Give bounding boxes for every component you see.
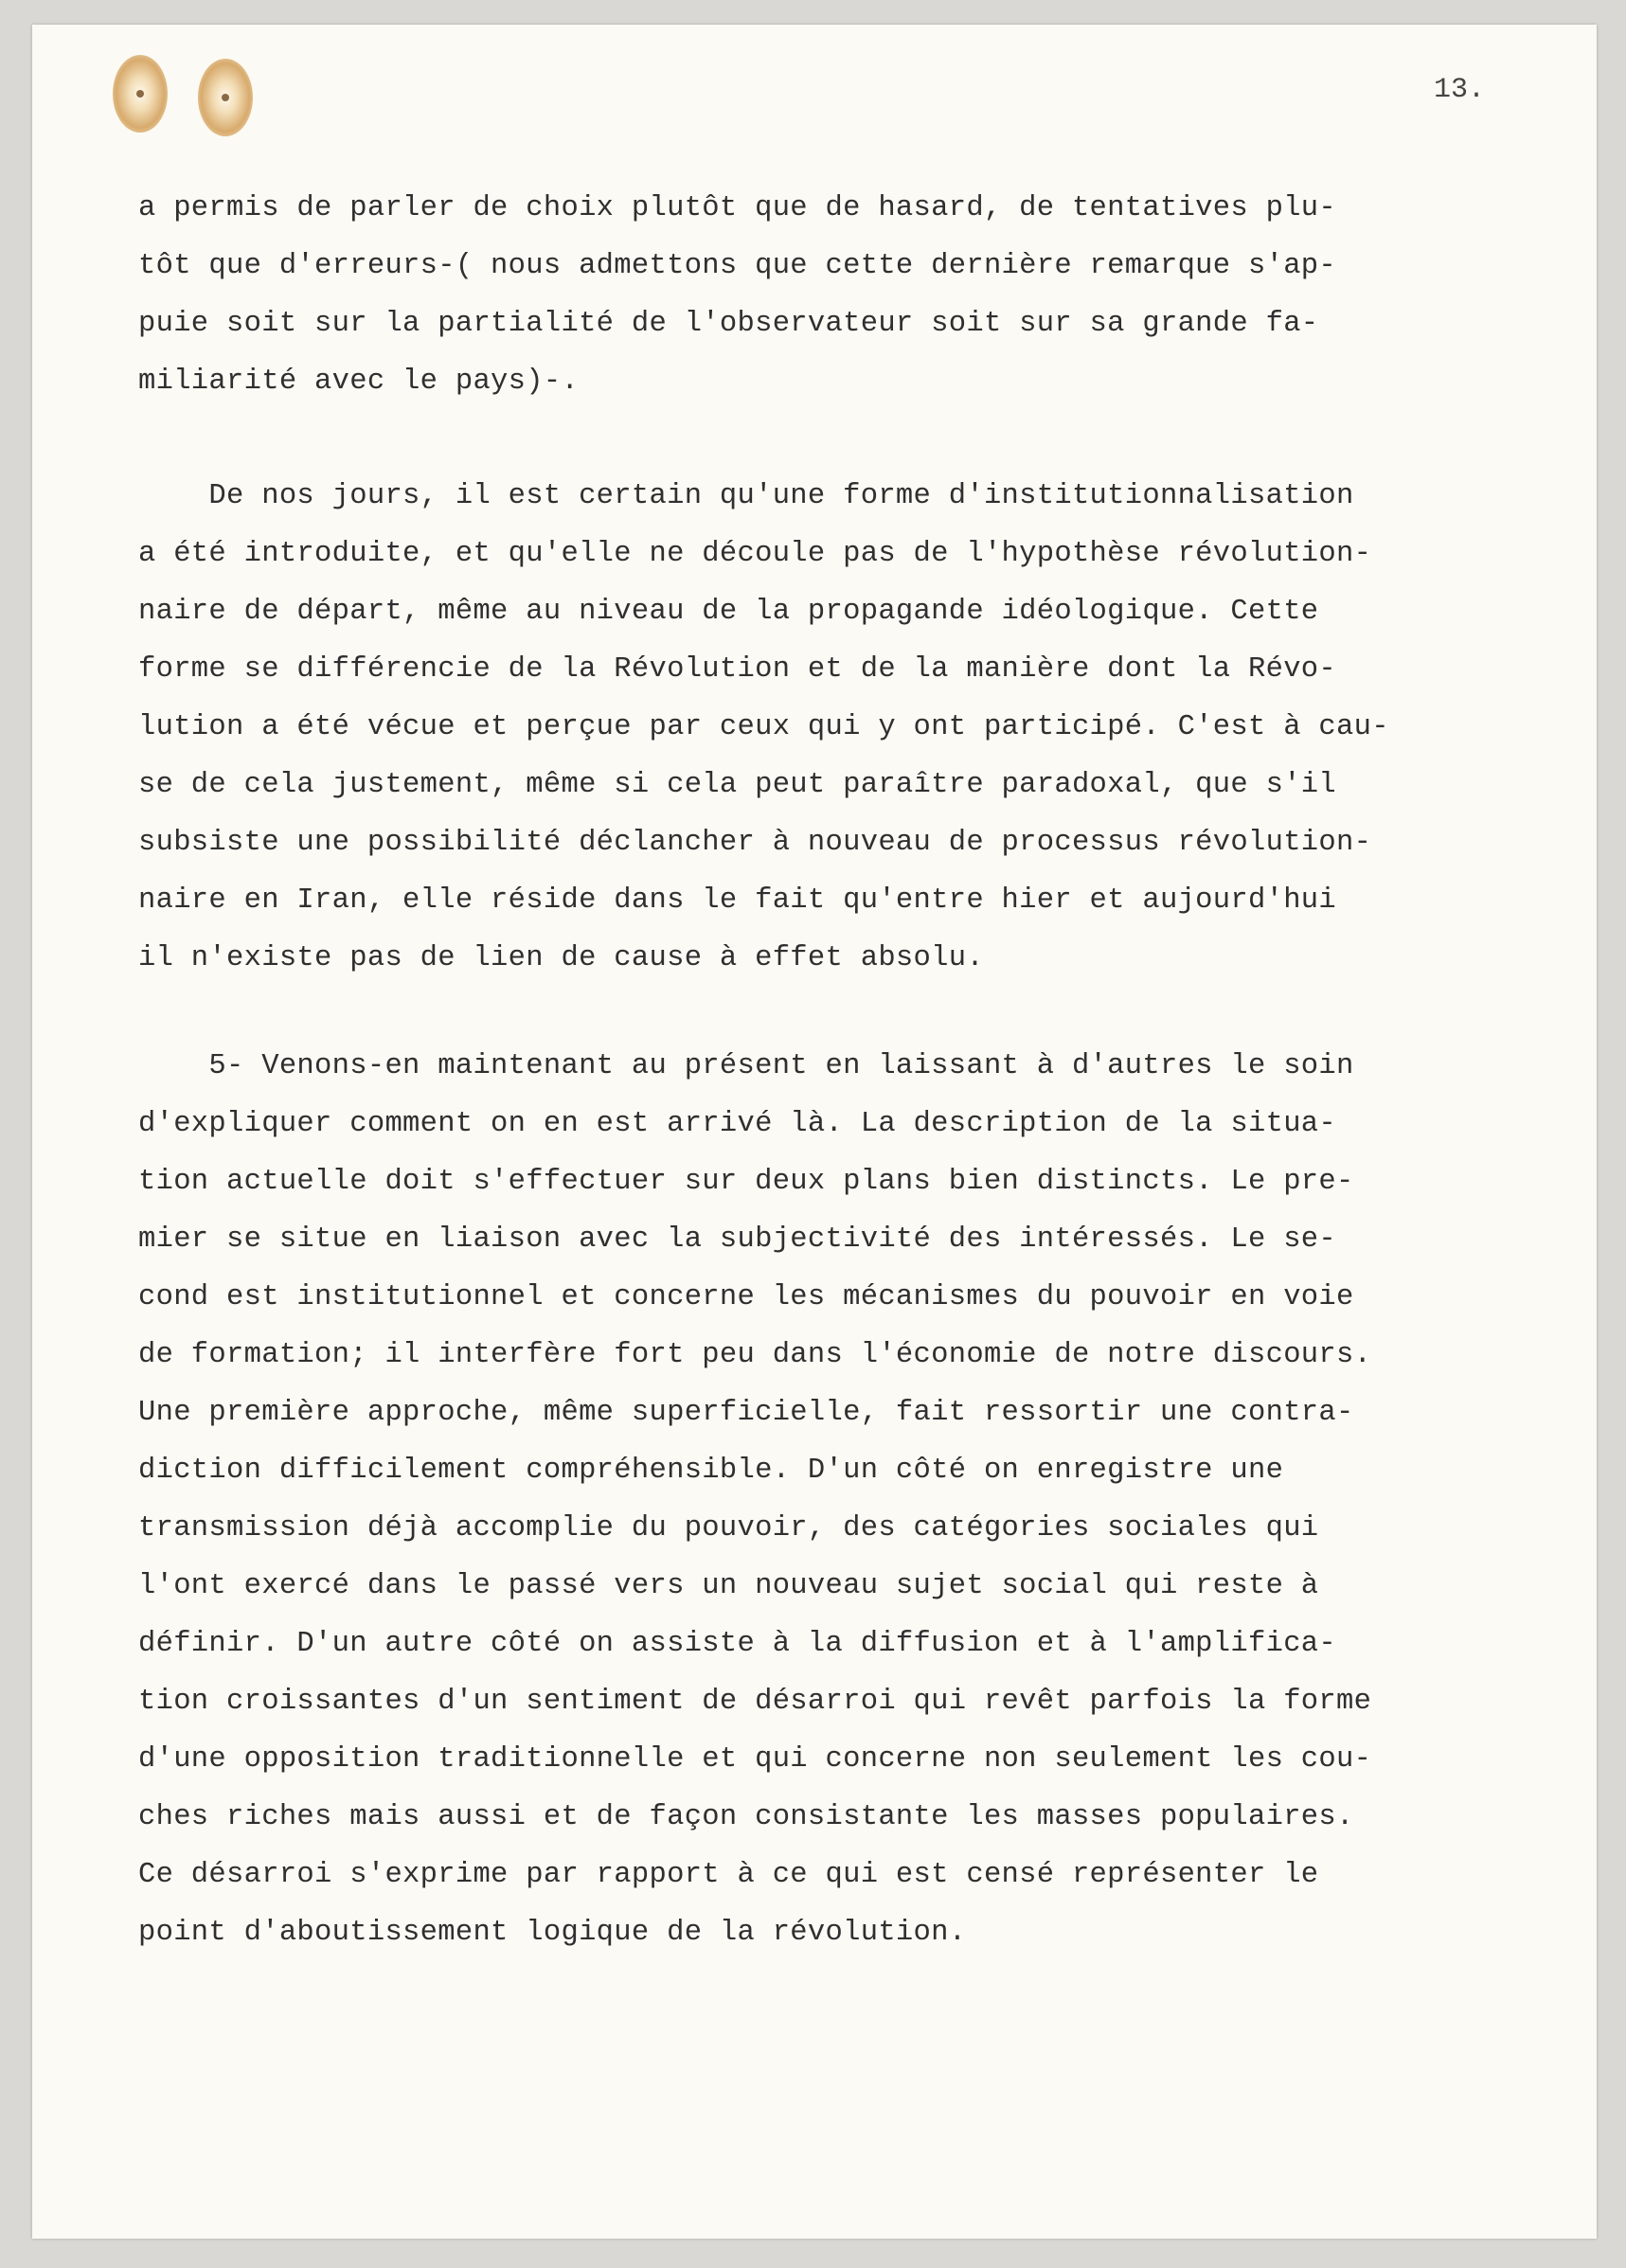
text-line: tion actuelle doit s'effectuer sur deux plans bien distincts. Le pre-: [138, 1166, 1354, 1198]
text-line: lution a été vécue et perçue par ceux qui y ont participé. C'est à cau-: [138, 711, 1389, 743]
text-line: tion croissantes d'un sentiment de désarroi qui revêt parfois la forme: [138, 1686, 1372, 1718]
text-line: a été introduite, et qu'elle ne découle pas de l'hypothèse révolution-: [138, 538, 1372, 570]
text-line: de formation; il interfère fort peu dans l'économie de notre discours.: [138, 1339, 1372, 1371]
text-line: 5- Venons-en maintenant au présent en laissant à d'autres le soin: [138, 1050, 1354, 1082]
text-line: définir. D'un autre côté on assiste à la diffusion et à l'amplifica-: [138, 1628, 1337, 1660]
text-line: d'expliquer comment on en est arrivé là. La description de la situa-: [138, 1108, 1337, 1140]
text-line: ches riches mais aussi et de façon consistante les masses populaires.: [138, 1801, 1354, 1833]
text-line: il n'existe pas de lien de cause à effet absolu.: [138, 942, 984, 974]
text-line: Ce désarroi s'exprime par rapport à ce qui est censé représenter le: [138, 1859, 1319, 1891]
text-line: point d'aboutissement logique de la révolution.: [138, 1917, 967, 1949]
text-line: miliarité avec le pays)-.: [138, 366, 580, 398]
text-line: diction difficilement compréhensible. D'un côté on enregistre une: [138, 1455, 1284, 1487]
text-line: naire de départ, même au niveau de la propagande idéologique. Cette: [138, 596, 1319, 628]
text-line: transmission déjà accomplie du pouvoir, des catégories sociales qui: [138, 1512, 1319, 1545]
text-line: se de cela justement, même si cela peut paraître paradoxal, que s'il: [138, 769, 1337, 801]
paragraph-3: [138, 1038, 1578, 1962]
typewritten-page: [32, 25, 1597, 2239]
text-line: cond est institutionnel et concerne les mécanismes du pouvoir en voie: [138, 1281, 1354, 1313]
text-line: De nos jours, il est certain qu'une forme d'institutionnalisation: [138, 480, 1354, 512]
text-line: puie soit sur la partialité de l'observateur soit sur sa grande fa-: [138, 308, 1319, 340]
punch-hole-stain: [198, 59, 253, 136]
text-line: Une première approche, même superficielle, fait ressortir une contra-: [138, 1397, 1354, 1429]
text-line: forme se différencie de la Révolution et de la manière dont la Révo-: [138, 653, 1337, 686]
punch-hole-stain: [113, 55, 168, 133]
paragraph-1: [138, 180, 1578, 411]
text-line: tôt que d'erreurs-( nous admettons que cette dernière remarque s'ap-: [138, 250, 1337, 282]
punch-hole-center: [222, 94, 229, 101]
punch-hole-center: [136, 90, 144, 98]
paragraph-2: [138, 468, 1578, 988]
text-line: subsiste une possibilité déclancher à nouveau de processus révolution-: [138, 827, 1372, 859]
text-line: naire en Iran, elle réside dans le fait qu'entre hier et aujourd'hui: [138, 884, 1337, 917]
text-line: mier se situe en liaison avec la subjectivité des intéressés. Le se-: [138, 1223, 1337, 1256]
text-line: l'ont exercé dans le passé vers un nouveau sujet social qui reste à: [138, 1570, 1319, 1602]
text-line: a permis de parler de choix plutôt que de hasard, de tentatives plu-: [138, 192, 1337, 224]
page-number: 13.: [1434, 74, 1486, 106]
text-line: d'une opposition traditionnelle et qui concerne non seulement les cou-: [138, 1743, 1372, 1776]
